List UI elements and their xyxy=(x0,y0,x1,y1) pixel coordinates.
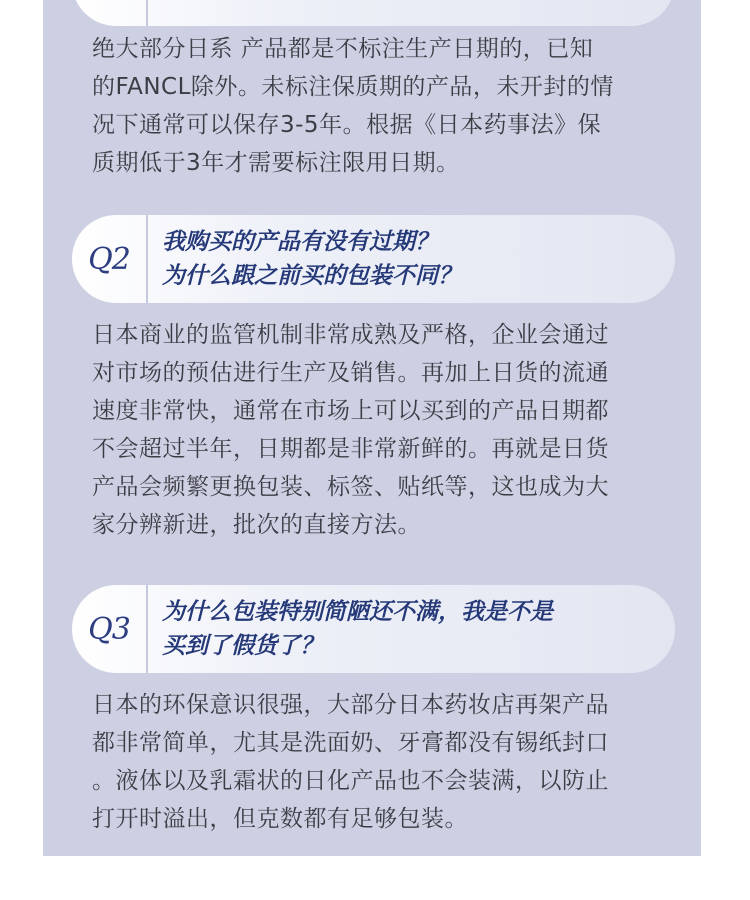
q1-answer-line: 质期低于3年才需要标注限用日期。 xyxy=(92,150,460,176)
q1-answer-line: 况下通常可以保存3-5年。根据《日本药事法》保 xyxy=(92,112,602,138)
q2-question-line: 我购买的产品有没有过期？ xyxy=(162,229,438,255)
q2-answer-line: 产品会频繁更换包装、标签、贴纸等，这也成为大 xyxy=(92,474,609,500)
q2-answer xyxy=(92,316,672,544)
q2-answer-line: 速度非常快，通常在市场上可以买到的产品日期都 xyxy=(92,398,609,424)
q2-question-pill xyxy=(72,215,675,303)
q3-question-pill xyxy=(72,585,675,673)
q3-answer-line: 。液体以及乳霜状的日化产品也不会装满，以防止 xyxy=(92,768,609,794)
q1-question-pill xyxy=(72,0,675,26)
q1-answer-line: 绝大部分日系 产品都是不标注生产日期的，已知 xyxy=(92,36,594,62)
q1-pill-divider xyxy=(146,0,148,26)
q3-pill-divider xyxy=(146,585,148,673)
q2-answer-line: 不会超过半年，日期都是非常新鲜的。再就是日货 xyxy=(92,436,609,462)
q2-answer-line: 对市场的预估进行生产及销售。再加上日货的流通 xyxy=(92,360,609,386)
q1-answer-line: 的FANCL除外。未标注保质期的产品，未开封的情 xyxy=(92,74,614,100)
q3-answer-line: 日本的环保意识很强，大部分日本药妆店再架产品 xyxy=(92,692,609,718)
q1-answer xyxy=(92,30,672,182)
q2-answer-line: 家分辨新进，批次的直接方法。 xyxy=(92,512,421,538)
q2-number: Q2 xyxy=(88,241,130,277)
q3-number: Q3 xyxy=(88,611,130,647)
q2-question xyxy=(162,225,655,293)
q3-answer-line: 都非常简单，尤其是洗面奶、牙膏都没有锡纸封口 xyxy=(92,730,609,756)
q3-question-line: 买到了假货了？ xyxy=(162,633,323,659)
q3-question-line: 为什么包装特别简陋还不满，我是不是 xyxy=(162,599,553,625)
q3-question xyxy=(162,595,655,663)
q2-pill-divider xyxy=(146,215,148,303)
q3-answer xyxy=(92,686,672,838)
q2-question-line: 为什么跟之前买的包装不同？ xyxy=(162,263,461,289)
q2-answer-line: 日本商业的监管机制非常成熟及严格，企业会通过 xyxy=(92,322,609,348)
q3-answer-line: 打开时溢出，但克数都有足够包装。 xyxy=(92,806,468,832)
